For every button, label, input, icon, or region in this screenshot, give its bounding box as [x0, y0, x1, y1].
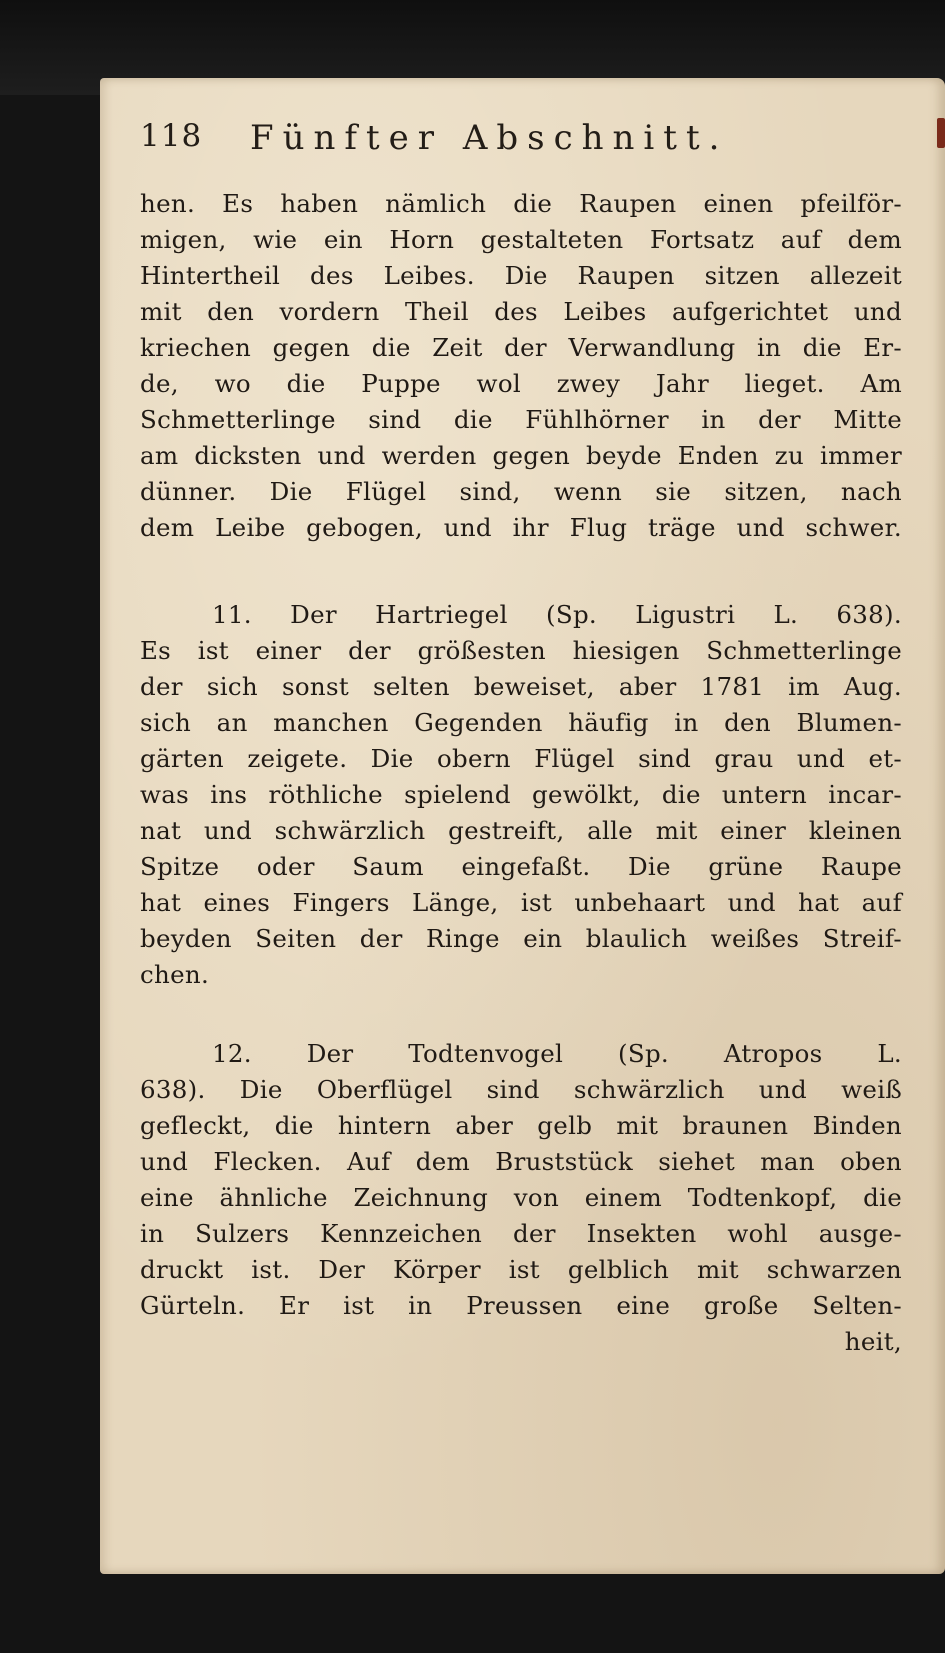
- text-line: Hintertheil des Leibes. Die Raupen sitzen allezeit: [140, 261, 902, 290]
- paragraph-3-todtenvogel: [140, 1036, 902, 1360]
- text-line: sich an manchen Gegenden häufig in den Blumen-: [140, 708, 902, 737]
- text-line: Gürteln. Er ist in Preussen eine große Selten-: [140, 1291, 902, 1320]
- text-line: Schmetterlinge sind die Fühlhörner in der Mitte: [140, 405, 902, 434]
- text-line: beyden Seiten der Ringe ein blaulich weißes Streif-: [140, 924, 902, 953]
- page-number: 118: [140, 118, 203, 154]
- text-line: gärten zeigete. Die obern Flügel sind grau und et-: [140, 744, 902, 773]
- page-header: [140, 118, 740, 164]
- text-line: hen. Es haben nämlich die Raupen einen pfeilför-: [140, 189, 902, 218]
- text-line: mit den vordern Theil des Leibes aufgerichtet und: [140, 297, 902, 326]
- running-title: Fünfter Abschnitt.: [250, 118, 729, 158]
- section-heading-line: 11. Der Hartriegel (Sp. Ligustri L. 638).: [212, 600, 902, 629]
- text-line: der sich sonst selten beweiset, aber 1781 im Aug.: [140, 672, 902, 701]
- text-line: eine ähnliche Zeichnung von einem Todtenkopf, die: [140, 1183, 902, 1212]
- text-line: dem Leibe gebogen, und ihr Flug träge und schwer.: [140, 513, 902, 542]
- text-line: de, wo die Puppe wol zwey Jahr lieget. Am: [140, 369, 902, 398]
- text-line: am dicksten und werden gegen beyde Enden zu immer: [140, 441, 902, 470]
- text-line: druckt ist. Der Körper ist gelblich mit schwarzen: [140, 1255, 902, 1284]
- book-edge: [937, 118, 945, 148]
- text-line: 638). Die Oberflügel sind schwärzlich und weiß: [140, 1075, 902, 1104]
- text-line: Es ist einer der größesten hiesigen Schmetterlinge: [140, 636, 902, 665]
- catchword: heit,: [844, 1327, 902, 1356]
- paragraph-2-hartriegel: [140, 597, 902, 993]
- text-line: dünner. Die Flügel sind, wenn sie sitzen, nach: [140, 477, 902, 506]
- text-line: kriechen gegen die Zeit der Verwandlung in die Er-: [140, 333, 902, 362]
- text-line: Spitze oder Saum eingefaßt. Die grüne Raupe: [140, 852, 902, 881]
- text-line: migen, wie ein Horn gestalteten Fortsatz auf dem: [140, 225, 902, 254]
- text-line: hat eines Fingers Länge, ist unbehaart und hat auf: [140, 888, 902, 917]
- paragraph-1: [140, 186, 902, 546]
- text-line: was ins röthliche spielend gewölkt, die untern incar-: [140, 780, 902, 809]
- text-line: gefleckt, die hintern aber gelb mit braunen Binden: [140, 1111, 902, 1140]
- text-line: in Sulzers Kennzeichen der Insekten wohl ausge-: [140, 1219, 902, 1248]
- text-line: nat und schwärzlich gestreift, alle mit einer kleinen: [140, 816, 902, 845]
- section-heading-line: 12. Der Todtenvogel (Sp. Atropos L.: [212, 1039, 902, 1068]
- text-line: und Flecken. Auf dem Bruststück siehet man oben: [140, 1147, 902, 1176]
- text-line: chen.: [140, 960, 210, 989]
